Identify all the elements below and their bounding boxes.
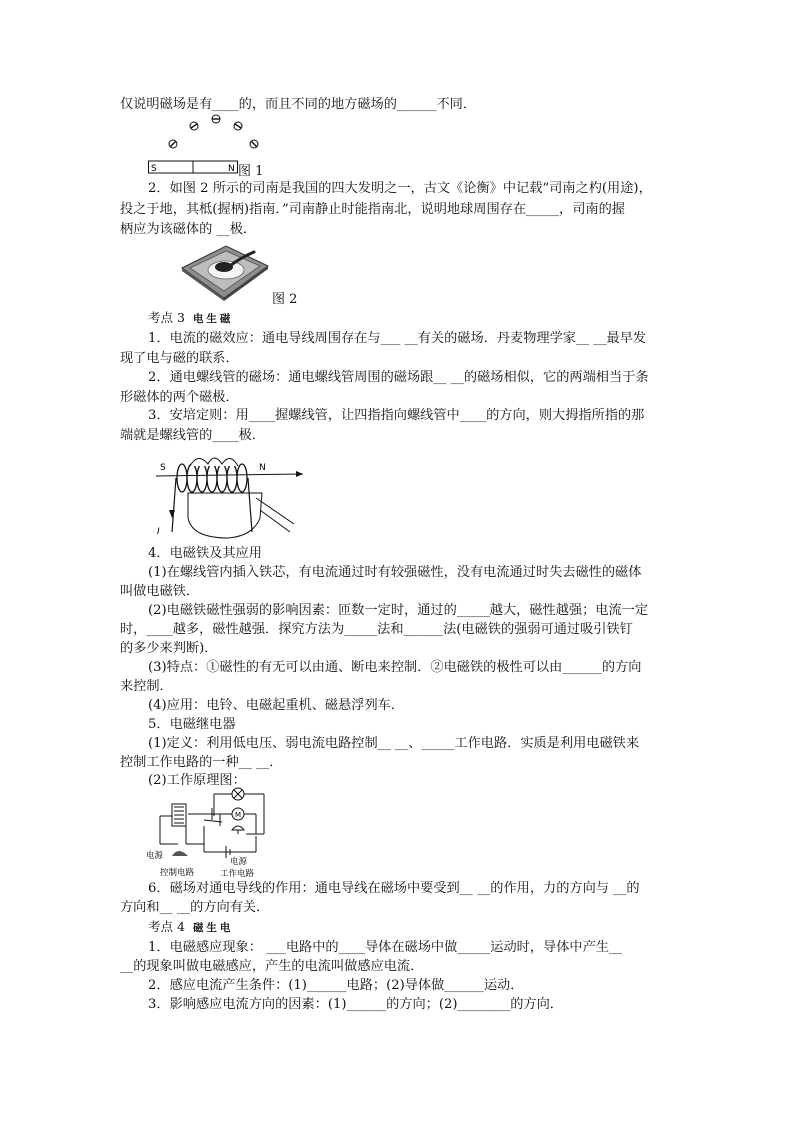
text-line: (2)工作原理图： <box>148 773 246 788</box>
text-line: 5．电磁继电器 <box>148 717 236 732</box>
text-line: 2．如图 2 所示的司南是我国的四大发明之一，古文《论衡》中记载“司南之杓(用途)， <box>148 181 652 196</box>
section-title: 电生磁 <box>192 313 234 325</box>
coil-s-label: S <box>160 463 166 473</box>
text-line: 3．影响感应电流方向的因素：(1)______的方向；(2)________的方向． <box>148 997 563 1012</box>
text-line: 2．感应电流产生条件：(1)______电路；(2)导体做______运动． <box>148 978 524 993</box>
text-line: 现了电与磁的联系． <box>120 351 239 366</box>
section-heading <box>148 918 708 937</box>
work-circuit-label: 工作电路 <box>220 869 255 878</box>
section-heading <box>148 309 708 328</box>
relay-power-label: 电源 <box>146 851 164 861</box>
text-line: 方向和__ __的方向有关． <box>120 900 270 915</box>
section-label: 考点 3 <box>148 310 185 325</box>
text-line: 仅说明磁场是有____的，而且不同的地方磁场的______不同． <box>120 97 477 112</box>
text-line: 形磁体的两个磁极． <box>120 390 239 405</box>
text-line: 控制工作电路的一种__ __． <box>120 755 283 770</box>
current-i-label: I <box>157 527 160 537</box>
figure-1-caption: 图 1 <box>238 164 264 179</box>
magnet-n-pole: N <box>228 164 235 174</box>
text-line: (4)应用：电铃、电磁起重机、磁悬浮列车． <box>148 698 405 713</box>
text-line: __的现象叫做电磁感应，产生的电流叫做感应电流． <box>120 959 424 974</box>
magnet-s-pole: S <box>151 164 157 174</box>
text-line: (3)特点：①磁性的有无可以由通、断电来控制．②电磁铁的极性可以由______的方向 <box>148 660 642 675</box>
text-line: 2．通电螺线管的磁场：通电螺线管周围的磁场跟__ __的磁场相似，它的两端相当于条 <box>148 370 649 385</box>
section-title: 磁生电 <box>192 922 234 934</box>
text-line: (1)在螺线管内插入铁芯，有电流通过时有较强磁性，没有电流通过时失去磁性的磁体 <box>148 565 642 580</box>
text-line: 时，____越多，磁性越强．探究方法为_____法和______法(电磁铁的强弱可通过吸引铁钉 <box>120 622 633 637</box>
text-line: 4．电磁铁及其应用 <box>148 546 262 561</box>
text-line: 柄应为该磁体的 __极． <box>120 222 257 237</box>
compass-icon <box>212 115 220 123</box>
figure-2-sinan <box>176 240 272 302</box>
relay-power-label-2: 电源 <box>230 857 248 867</box>
text-line: 1．电流的磁效应：通电导线周围存在与___ __有关的磁场．丹麦物理学家__ __最早发 <box>148 331 647 346</box>
text-line: 叫做电磁铁． <box>120 584 200 599</box>
text-line: 3．安培定则：用____握螺线管，让四指指向螺线管中____的方向，则大拇指所指的那 <box>148 408 645 423</box>
compass-icon <box>169 140 177 148</box>
figure-ampere-rule <box>148 448 310 540</box>
text-line: 的多少来判断)． <box>120 641 218 656</box>
motor-m-label: M <box>235 811 242 819</box>
compass-icon <box>250 140 258 148</box>
text-line: (1)定义：利用低电压、弱电流电路控制__ __、_____工作电路．实质是利用电磁铁来 <box>148 736 640 751</box>
section-label: 考点 4 <box>148 919 185 934</box>
figure-2-caption: 图 2 <box>272 292 298 307</box>
figure-relay-circuit <box>144 786 274 878</box>
text-line: 6．磁场对通电导线的作用：通电导线在磁场中要受到__ __的作用，力的方向与 __的 <box>148 881 640 896</box>
coil-n-label: N <box>259 463 266 473</box>
text-line: 投之于地，其柢(握柄)指南．”司南静止时能指南北，说明地球周围存在_____，司南的握 <box>120 202 625 217</box>
compass-icon <box>190 122 198 130</box>
control-circuit-label: 控制电路 <box>160 868 195 878</box>
text-line: 端就是螺线管的____极． <box>120 428 266 443</box>
text-line: (2)电磁铁磁性强弱的影响因素：匝数一定时，通过的_____越大，磁性越强；电流一定 <box>148 603 649 618</box>
compass-icon <box>234 122 242 130</box>
text-line: 1．电磁感应现象： ___电路中的____导体在磁场中做_____运动时，导体中产生__ <box>148 940 623 955</box>
text-line: 来控制． <box>120 679 173 694</box>
